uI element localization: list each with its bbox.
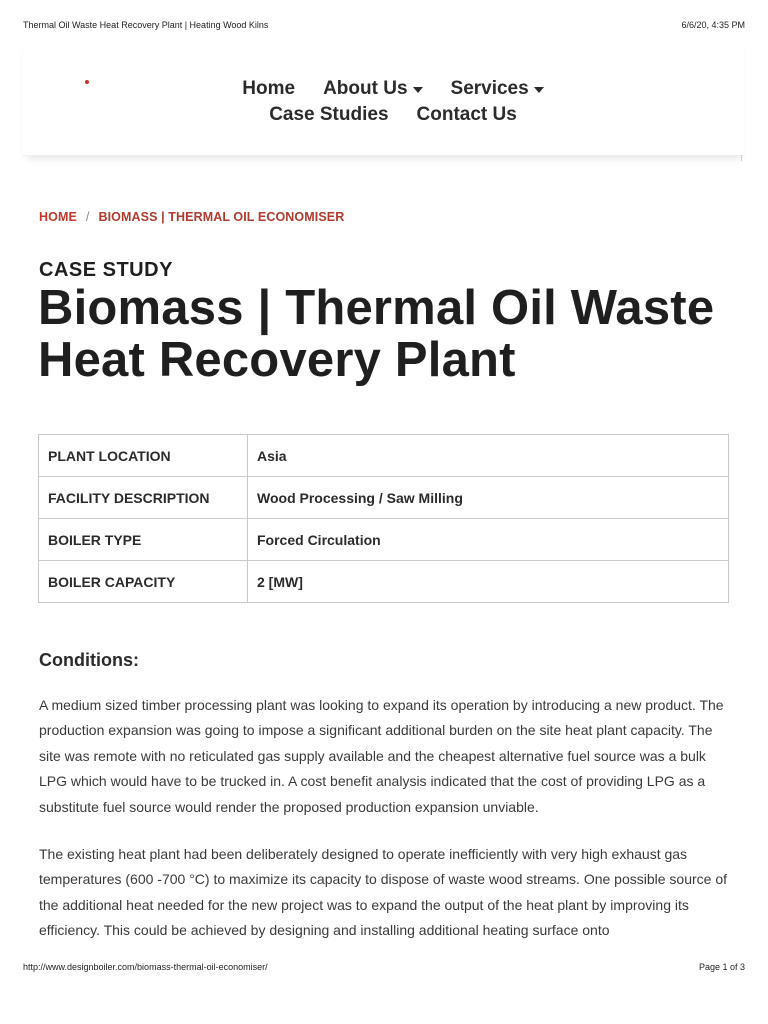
spec-label: FACILITY DESCRIPTION xyxy=(39,477,248,519)
table-row xyxy=(39,519,729,561)
breadcrumb xyxy=(39,210,344,224)
spec-label: BOILER CAPACITY xyxy=(39,561,248,603)
spec-value: 2 [MW] xyxy=(248,561,729,603)
spec-value: Asia xyxy=(248,435,729,477)
nav-about-label: About Us xyxy=(323,78,408,99)
chevron-down-icon xyxy=(534,87,544,93)
chevron-down-icon xyxy=(413,87,423,93)
plant-spec-table xyxy=(38,434,729,603)
print-page-number: Page 1 of 3 xyxy=(698,962,745,972)
breadcrumb-separator: / xyxy=(85,210,90,224)
site-header xyxy=(23,40,744,156)
nav-case-studies[interactable] xyxy=(269,104,388,126)
nav-contact-label: Contact Us xyxy=(416,104,517,125)
breadcrumb-current[interactable]: BIOMASS | THERMAL OIL ECONOMISER xyxy=(98,210,345,224)
nav-services[interactable] xyxy=(451,78,544,100)
table-row xyxy=(39,435,729,477)
page-title: Biomass | Thermal Oil Waste Heat Recovery Plant xyxy=(38,281,715,387)
nav-case-studies-label: Case Studies xyxy=(269,104,389,125)
spec-value: Forced Circulation xyxy=(248,519,729,561)
print-footer xyxy=(23,962,745,974)
main-nav xyxy=(223,78,563,126)
print-url: http://www.designboiler.com/biomass-thermal-oil-economiser/ xyxy=(23,962,268,972)
nav-contact-us[interactable] xyxy=(417,104,517,126)
table-row xyxy=(39,477,729,519)
nav-home-label: Home xyxy=(242,78,296,99)
site-logo[interactable] xyxy=(85,80,91,84)
print-datetime: 6/6/20, 4:35 PM xyxy=(681,20,745,30)
scrollbar-edge xyxy=(741,155,742,161)
conditions-paragraph: A medium sized timber processing plant was looking to expand its operation by introducing a new product. The production expansion was going to impose a significant additional burden on the site heat plant capacity. The site was remote with no reticulated gas supply available and the cheapest alternative fuel source was a bulk LPG which would have to be trucked in. A cost benefit analysis indicated that the cost of providing LPG as a substitute fuel source would render the proposed production expansion unviable. xyxy=(39,697,724,815)
print-page-title: Thermal Oil Waste Heat Recovery Plant | Heating Wood Kilns xyxy=(23,20,269,30)
table-row xyxy=(39,561,729,603)
logo-icon xyxy=(85,80,89,84)
page-eyebrow: CASE STUDY xyxy=(39,259,173,281)
spec-label: PLANT LOCATION xyxy=(39,435,248,477)
breadcrumb-home-link[interactable]: HOME xyxy=(39,210,77,224)
print-header xyxy=(23,20,745,32)
nav-home[interactable] xyxy=(242,78,295,100)
spec-value: Wood Processing / Saw Milling xyxy=(248,477,729,519)
conditions-paragraph: The existing heat plant had been deliberately designed to operate inefficiently with very high exhaust gas temperatures (600 -700 °C) to maximize its capacity to dispose of waste wood streams. One possible source of the additional heat needed for the new project was to expand the output of the heat plant by improving its efficiency. This could be achieved by designing and installing additional heating surface onto xyxy=(39,846,728,939)
spec-label: BOILER TYPE xyxy=(39,519,248,561)
nav-services-label: Services xyxy=(450,78,529,99)
nav-about-us[interactable] xyxy=(323,78,422,100)
conditions-heading: Conditions: xyxy=(39,650,139,670)
